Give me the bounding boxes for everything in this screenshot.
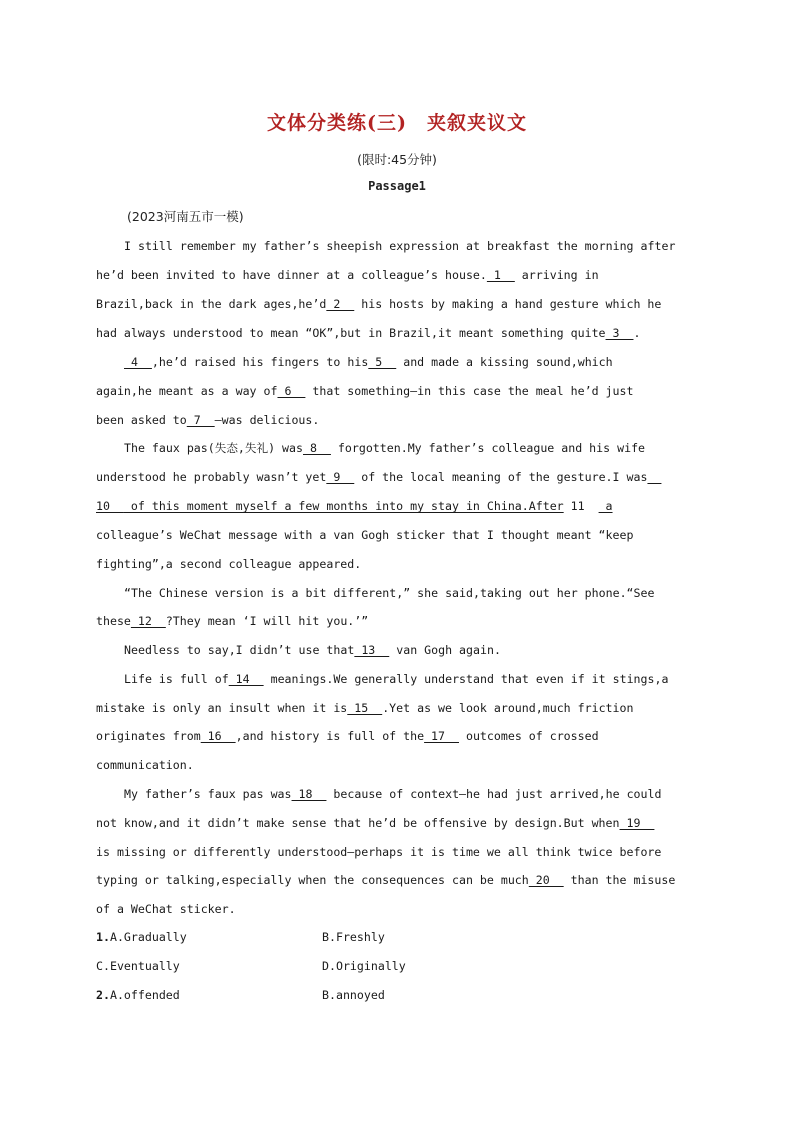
passage-text: outcomes of crossed <box>458 729 599 743</box>
passage-text: “The Chinese version is a bit different,” she said,taking out her phone.“See <box>124 586 655 600</box>
passage-text: mistake is only an insult when it is <box>96 701 348 715</box>
passage-line <box>96 410 696 430</box>
passage-text: ?They mean ‘I will hit you.’” <box>165 614 369 628</box>
passage-text: of the local meaning of the gesture.I was <box>354 470 648 484</box>
passage-text: 11 <box>563 499 599 513</box>
passage-text: Brazil,back in the dark ages,he’d <box>96 297 327 311</box>
answer-blank: 6 <box>277 384 306 398</box>
passage-line <box>96 698 696 718</box>
passage-text: of a WeChat sticker. <box>96 902 236 916</box>
passage-text: Life is full of <box>124 672 229 686</box>
answer-blank: 19 <box>619 816 655 830</box>
passage-line <box>96 496 696 516</box>
passage-line <box>96 554 696 574</box>
answer-blank: 13 <box>354 643 390 657</box>
passage-line <box>124 583 696 603</box>
answer-blank: 9 <box>326 470 355 484</box>
passage-line <box>124 784 696 804</box>
passage-line <box>96 611 696 631</box>
passage-text: not know,and it didn’t make sense that he’d be offensive by design.But when <box>96 816 620 830</box>
answer-blank: 18 <box>291 787 327 801</box>
passage-line <box>124 640 696 660</box>
passage-text: these <box>96 614 131 628</box>
answer-blank: a <box>598 499 613 513</box>
passage-line <box>96 467 696 487</box>
passage-text: . <box>633 326 641 340</box>
answer-blank: 2 <box>326 297 355 311</box>
passage-line <box>96 525 696 545</box>
passage-line <box>96 323 696 343</box>
answer-blank: 12 <box>130 614 166 628</box>
time-limit: (限时:45分钟) <box>357 152 437 167</box>
passage-text: arriving in <box>514 268 599 282</box>
passage-line <box>124 352 696 372</box>
passage-text: originates from <box>96 729 201 743</box>
passage-line <box>96 265 696 285</box>
answer-blank: 16 <box>200 729 236 743</box>
passage-text: typing or talking,especially when the consequences can be much <box>96 873 529 887</box>
answer-blank: 1 <box>486 268 515 282</box>
answer-blank: 3 <box>605 326 634 340</box>
passage-text: had always understood to mean “OK”,but in Brazil,it meant something quite <box>96 326 606 340</box>
question-1-option-a: 1.A.Gradually <box>96 930 187 944</box>
passage-text: again,he meant as a way of <box>96 384 278 398</box>
answer-blank: of this moment myself a few months into my stay in China.After <box>123 499 564 513</box>
passage-text: meanings.We generally understand that even if it stings,a <box>263 672 669 686</box>
answer-blank: 8 <box>303 441 331 455</box>
passage-text: My father’s faux pas was <box>124 787 292 801</box>
passage-text: —was delicious. <box>214 413 320 427</box>
passage-text: Needless to say,I didn’t use that <box>124 643 355 657</box>
passage-text: fighting”,a second colleague appeared. <box>96 557 362 571</box>
answer-blank: 15 <box>347 701 383 715</box>
answer-blank: 5 <box>368 355 397 369</box>
passage-text: colleague’s WeChat message with a van Gogh sticker that I thought meant “keep <box>96 528 634 542</box>
passage-text: The faux pas(失态,失礼) was <box>124 441 303 455</box>
passage-line <box>96 381 696 401</box>
question-1-option-c: C.Eventually <box>96 959 180 973</box>
passage-text: communication. <box>96 758 194 772</box>
passage-text: ,and history is full of the <box>235 729 425 743</box>
passage-text: his hosts by making a hand gesture which he <box>354 297 662 311</box>
passage-text: forgotten.My father’s colleague and his wife <box>330 441 646 455</box>
passage-text: understood he probably wasn’t yet <box>96 470 327 484</box>
question-2-option-b: B.annoyed <box>322 988 385 1002</box>
answer-blank: 10 <box>96 499 124 513</box>
passage-line <box>96 899 696 919</box>
passage-text: and made a kissing sound,which <box>396 355 613 369</box>
passage-text: ,he’d raised his fingers to his <box>151 355 369 369</box>
page-title: 文体分类练(三) 夹叙夹议文 <box>267 112 527 134</box>
passage-line <box>96 726 696 746</box>
answer-blank: 14 <box>228 672 264 686</box>
answer-blank: 4 <box>124 355 152 369</box>
passage-line <box>96 755 696 775</box>
answer-blank: 7 <box>186 413 215 427</box>
passage-line <box>96 294 696 314</box>
passage-line <box>96 813 696 833</box>
passage-line <box>96 842 696 862</box>
passage-text: because of context—he had just arrived,he could <box>326 787 662 801</box>
answer-blank: _ <box>647 470 662 484</box>
question-1-option-d: D.Originally <box>322 959 406 973</box>
question-1-option-b: B.Freshly <box>322 930 385 944</box>
source-note: (2023河南五市一模) <box>127 209 244 224</box>
passage-text: .Yet as we look around,much friction <box>382 701 634 715</box>
passage-line <box>124 236 696 256</box>
passage-text: been asked to <box>96 413 187 427</box>
passage-text: than the misuse <box>563 873 676 887</box>
passage-label: Passage1 <box>368 179 426 193</box>
passage-line <box>96 870 696 890</box>
passage-text: he’d been invited to have dinner at a colleague’s house. <box>96 268 487 282</box>
passage-line <box>124 438 696 458</box>
passage-text: van Gogh again. <box>389 643 501 657</box>
passage-text: I still remember my father’s sheepish expression at breakfast the morning after <box>124 239 676 253</box>
passage-line <box>124 669 696 689</box>
question-2-option-a: 2.A.offended <box>96 988 180 1002</box>
passage-text: is missing or differently understood—perhaps it is time we all think twice before <box>96 845 662 859</box>
answer-blank: 17 <box>424 729 459 743</box>
passage-text: that something—in this case the meal he’d just <box>305 384 634 398</box>
answer-blank: 20 <box>528 873 564 887</box>
